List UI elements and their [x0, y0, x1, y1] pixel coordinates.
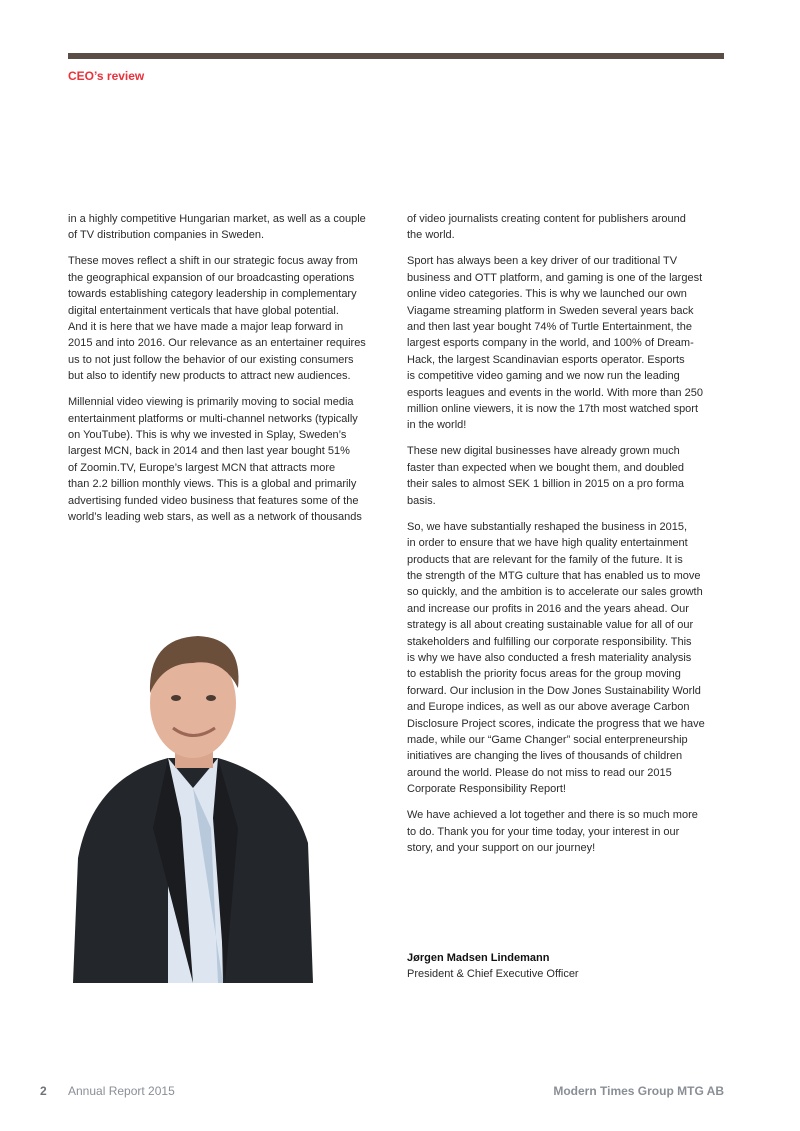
- text-line: Corporate Responsibility Report!: [407, 783, 566, 796]
- text-line: basis.: [407, 494, 436, 507]
- paragraph: [407, 253, 737, 433]
- signatory-title: President & Chief Executive Officer: [407, 968, 579, 981]
- text-line: Hack, the largest Scandinavian esports operator. Esports: [407, 353, 685, 366]
- text-line: to establish the priority focus areas for the group moving: [407, 668, 681, 681]
- paragraph: [68, 394, 398, 525]
- text-line: digital entertainment verticals that have global potential.: [68, 304, 339, 317]
- text-line: made, while our “Game Changer” social enterpreneurship: [407, 733, 688, 746]
- text-line: stakeholders and fulfilling our corporate responsibility. This: [407, 635, 692, 648]
- signature-block: [407, 950, 579, 983]
- text-line: than 2.2 billion monthly views. This is a global and primarily: [68, 478, 357, 491]
- text-line: These moves reflect a shift in our strategic focus away from: [68, 255, 358, 268]
- text-line: of TV distribution companies in Sweden.: [68, 229, 265, 242]
- text-line: So, we have substantially reshaped the business in 2015,: [407, 520, 688, 533]
- text-line: advertising funded video business that features some of the: [68, 494, 359, 507]
- text-line: the strength of the MTG culture that has enabled us to move: [407, 569, 701, 582]
- text-line: and increase our profits in 2016 and the years ahead. Our: [407, 602, 689, 615]
- text-line: the world.: [407, 229, 455, 242]
- text-line: is competitive video gaming and we now run the leading: [407, 370, 680, 383]
- paragraph: [407, 211, 737, 244]
- text-line: products that are relevant for the family of the future. It is: [407, 553, 683, 566]
- text-line: 2015 and into 2016. Our relevance as an entertainer requires: [68, 337, 366, 350]
- text-line: and Europe indices, as well as our above average Carbon: [407, 701, 690, 714]
- section-title: CEO’s review: [68, 69, 145, 83]
- text-line: of Zoomin.TV, Europe’s largest MCN that attracts more: [68, 461, 336, 474]
- paragraph: [407, 519, 737, 798]
- right-column: [407, 211, 737, 866]
- text-line: These new digital businesses have already grown much: [407, 445, 680, 458]
- paragraph: [68, 253, 398, 384]
- text-line: in order to ensure that we have high quality entertainment: [407, 537, 688, 550]
- text-line: Millennial video viewing is primarily moving to social media: [68, 396, 354, 409]
- text-line: in the world!: [407, 419, 467, 432]
- text-line: online video categories. This is why we launched our own: [407, 288, 687, 301]
- text-line: And it is here that we have made a major leap forward in: [68, 321, 344, 334]
- text-line: initiatives are changing the lives of thousands of children: [407, 750, 683, 763]
- paragraph: [68, 211, 398, 244]
- text-line: Disclosure Project scores, indicate the progress that we have: [407, 717, 705, 730]
- text-line: but also to identify new products to attract new audiences.: [68, 370, 351, 383]
- text-line: esports leagues and events in the world. With more than 250: [407, 386, 703, 399]
- text-line: so quickly, and the ambition is to accelerate our sales growth: [407, 586, 703, 599]
- text-line: largest MCN, back in 2014 and then last year bought 51%: [68, 445, 350, 458]
- signatory-name: Jørgen Madsen Lindemann: [407, 952, 550, 964]
- report-title: Annual Report 2015: [68, 1084, 175, 1098]
- text-line: Viagame streaming platform in Sweden several years back: [407, 304, 694, 317]
- text-line: story, and your support on our journey!: [407, 842, 596, 854]
- text-line: entertainment platforms or multi-channel networks (typically: [68, 412, 358, 425]
- text-line: is why we have also conducted a fresh materiality analysis: [407, 651, 692, 664]
- text-line: faster than expected when we bought them, and doubled: [407, 461, 685, 474]
- text-line: world’s leading web stars, as well as a network of thousands: [68, 511, 362, 524]
- text-line: forward. Our inclusion in the Dow Jones Sustainability World: [407, 684, 701, 697]
- text-line: the geographical expansion of our broadcasting operations: [68, 271, 355, 284]
- page-number: 2: [40, 1084, 47, 1098]
- header-rule: [68, 53, 724, 59]
- company-name: Modern Times Group MTG AB: [553, 1084, 724, 1098]
- text-line: and then last year bought 74% of Turtle Entertainment, the: [407, 321, 692, 334]
- left-column: [68, 211, 398, 535]
- text-line: Sport has always been a key driver of our traditional TV: [407, 255, 678, 268]
- text-line: We have achieved a lot together and there is so much more: [407, 809, 698, 822]
- text-line: largest esports company in the world, and 100% of Dream-: [407, 337, 694, 350]
- paragraph: [407, 443, 737, 509]
- text-line: business and OTT platform, and gaming is one of the largest: [407, 271, 703, 284]
- text-line: million online viewers, it is now the 17th most watched sport: [407, 403, 699, 416]
- text-line: of video journalists creating content for publishers around: [407, 213, 686, 225]
- ceo-portrait-photo: [73, 628, 313, 983]
- text-line: in a highly competitive Hungarian market, as well as a couple: [68, 213, 366, 225]
- text-line: around the world. Please do not miss to read our 2015: [407, 766, 672, 779]
- paragraph: [407, 807, 737, 856]
- text-line: on YouTube). This is why we invested in Splay, Sweden’s: [68, 429, 347, 442]
- text-line: towards establishing category leadership in complementary: [68, 288, 357, 301]
- text-line: strategy is all about creating sustainable value for all of our: [407, 619, 694, 632]
- text-line: their sales to almost SEK 1 billion in 2015 on a pro forma: [407, 478, 684, 491]
- text-line: us to not just follow the behavior of our existing consumers: [68, 353, 354, 366]
- text-line: to do. Thank you for your time today, your interest in our: [407, 825, 680, 838]
